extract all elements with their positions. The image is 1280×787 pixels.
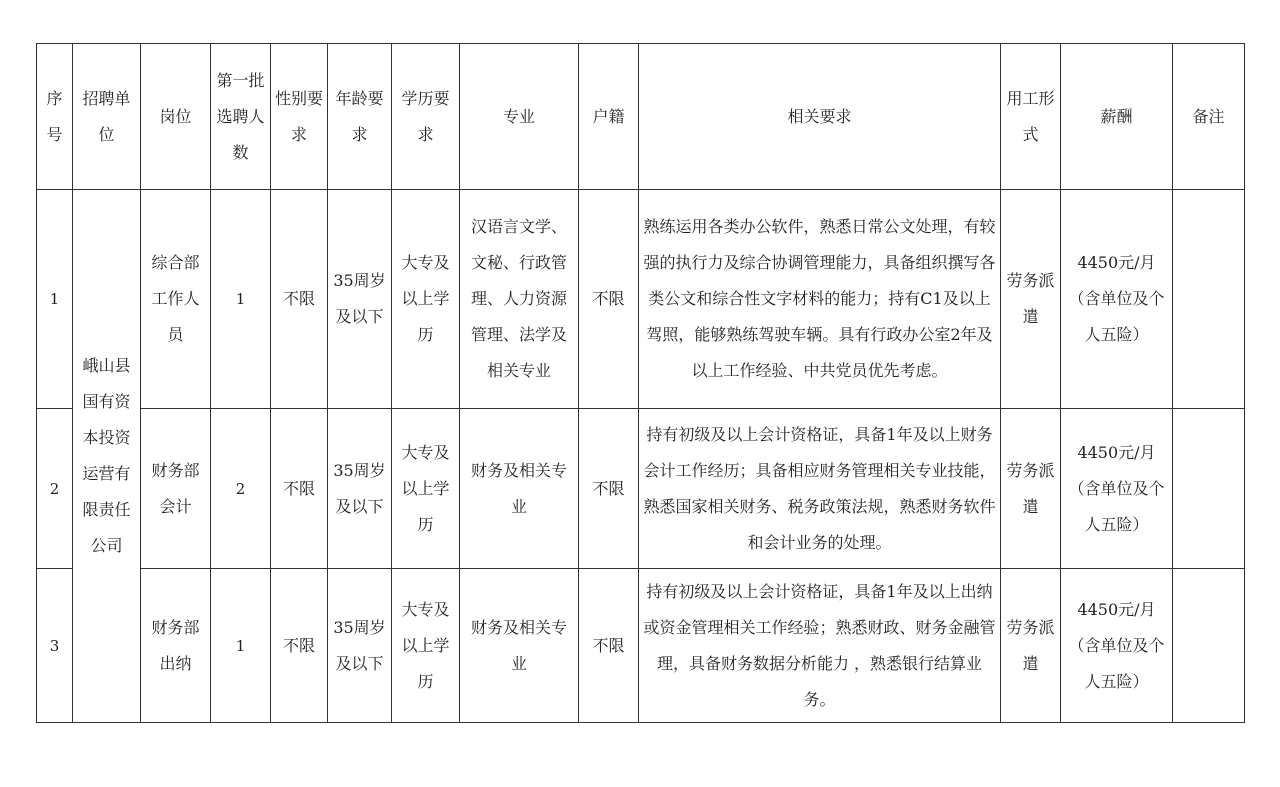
cell-seq: 3: [37, 569, 73, 723]
cell-requirements: 熟练运用各类办公软件，熟悉日常公文处理，有较强的执行力及综合协调管理能力，具备组织撰写各类公文和综合性文字材料的能力；持有C1及以上驾照，能够熟练驾驶车辆。具有行政办公室2年及以上工作经验、中共党员优先考虑。: [639, 190, 1001, 409]
cell-education: 大专及以上学历: [392, 569, 460, 723]
cell-gender: 不限: [271, 409, 328, 569]
cell-remarks: [1173, 409, 1245, 569]
cell-seq: 2: [37, 409, 73, 569]
cell-count: 1: [211, 190, 271, 409]
cell-requirements: 持有初级及以上会计资格证，具备1年及以上财务会计工作经历；具备相应财务管理相关专业技能，熟悉国家相关财务、税务政策法规，熟悉财务软件和会计业务的处理。: [639, 409, 1001, 569]
cell-position: 财务部会计: [141, 409, 211, 569]
cell-age: 35周岁及以下: [328, 190, 392, 409]
cell-major: 汉语言文学、文秘、行政管理、人力资源管理、法学及相关专业: [460, 190, 579, 409]
header-gender: 性别要求: [271, 44, 328, 190]
cell-hukou: 不限: [579, 190, 639, 409]
cell-age: 35周岁及以下: [328, 569, 392, 723]
cell-gender: 不限: [271, 569, 328, 723]
table-row: [37, 409, 1245, 569]
cell-education: 大专及以上学历: [392, 190, 460, 409]
header-remarks: 备注: [1173, 44, 1245, 190]
cell-count: 2: [211, 409, 271, 569]
cell-age: 35周岁及以下: [328, 409, 392, 569]
cell-salary: 4450元/月（含单位及个人五险）: [1061, 190, 1173, 409]
cell-position: 财务部出纳: [141, 569, 211, 723]
header-seq: 序号: [37, 44, 73, 190]
cell-position: 综合部工作人员: [141, 190, 211, 409]
header-salary: 薪酬: [1061, 44, 1173, 190]
cell-remarks: [1173, 190, 1245, 409]
header-major: 专业: [460, 44, 579, 190]
header-position: 岗位: [141, 44, 211, 190]
cell-requirements: 持有初级及以上会计资格证，具备1年及以上出纳或资金管理相关工作经验；熟悉财政、财务金融管理，具备财务数据分析能力 ，熟悉银行结算业务。: [639, 569, 1001, 723]
header-employment: 用工形式: [1001, 44, 1061, 190]
cell-employment: 劳务派遣: [1001, 190, 1061, 409]
table-row: [37, 190, 1245, 409]
header-row: [37, 44, 1245, 190]
cell-major: 财务及相关专业: [460, 569, 579, 723]
cell-count: 1: [211, 569, 271, 723]
cell-seq: 1: [37, 190, 73, 409]
header-requirements: 相关要求: [639, 44, 1001, 190]
cell-education: 大专及以上学历: [392, 409, 460, 569]
cell-salary: 4450元/月（含单位及个人五险）: [1061, 569, 1173, 723]
cell-employment: 劳务派遣: [1001, 409, 1061, 569]
table-row: [37, 569, 1245, 723]
header-count: 第一批选聘人数: [211, 44, 271, 190]
header-hukou: 户籍: [579, 44, 639, 190]
cell-gender: 不限: [271, 190, 328, 409]
cell-hukou: 不限: [579, 569, 639, 723]
cell-unit: 峨山县国有资本投资运营有限责任公司: [73, 190, 141, 723]
cell-remarks: [1173, 569, 1245, 723]
cell-salary: 4450元/月（含单位及个人五险）: [1061, 409, 1173, 569]
recruitment-table: [36, 43, 1245, 723]
cell-employment: 劳务派遣: [1001, 569, 1061, 723]
header-unit: 招聘单位: [73, 44, 141, 190]
header-age: 年龄要求: [328, 44, 392, 190]
header-education: 学历要求: [392, 44, 460, 190]
cell-hukou: 不限: [579, 409, 639, 569]
cell-major: 财务及相关专业: [460, 409, 579, 569]
